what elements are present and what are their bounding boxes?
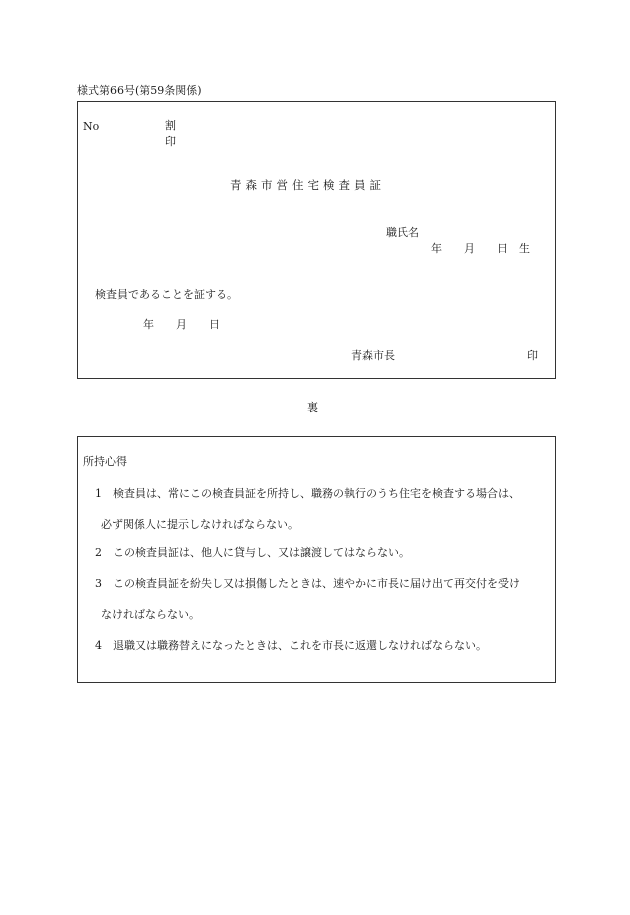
tally-seal-top: 割 <box>165 119 176 132</box>
back-heading: 所持心得 <box>83 455 127 468</box>
issue-date-label: 年 月 日 <box>143 318 220 331</box>
issuer-seal: 印 <box>527 349 538 362</box>
form-number-header: 様式第66号(第59条関係) <box>77 84 202 97</box>
certification-text: 検査員であることを証する。 <box>95 288 238 301</box>
back-item-line: 1 検査員は、常にこの検査員証を所持し、職務の執行のうち住宅を検査する場合は、 <box>95 487 520 500</box>
certificate-title: 青森市営住宅検査員証 <box>230 178 385 192</box>
back-side-label: 裏 <box>307 401 318 414</box>
back-item-line: 3 この検査員証を紛失し又は損傷したときは、速やかに市長に届け出て再交付を受け <box>95 577 520 590</box>
certificate-front <box>77 101 556 379</box>
position-name-label: 職氏名 <box>386 226 419 239</box>
number-label: No <box>83 120 100 133</box>
back-item-line: 4 退職又は職務替えになったときは、これを市長に返還しなければならない。 <box>95 639 487 652</box>
back-item-line: 2 この検査員証は、他人に貸与し、又は譲渡してはならない。 <box>95 546 410 559</box>
issuer-label: 青森市長 <box>351 349 395 362</box>
back-item-line: 必ず関係人に提示しなければならない。 <box>101 518 299 531</box>
tally-seal-bottom: 印 <box>165 135 176 148</box>
birth-date-label: 年 月 日 生 <box>431 242 530 255</box>
back-item-line: なければならない。 <box>101 608 200 621</box>
